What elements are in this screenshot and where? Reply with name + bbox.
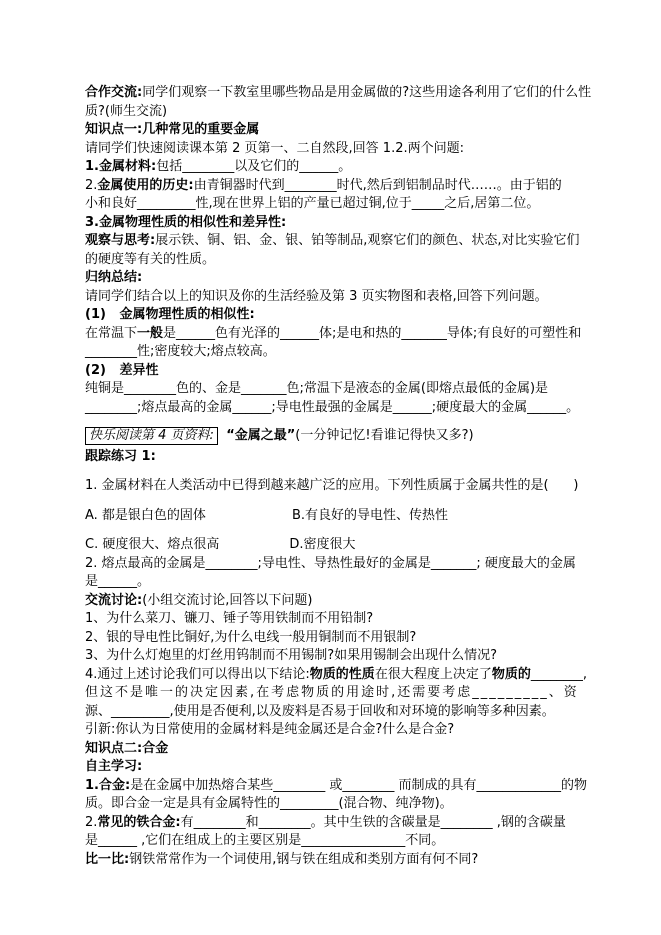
text-segment: 包括________以及它们的______。 — [156, 159, 352, 174]
doc-line — [85, 380, 590, 399]
doc-line — [85, 343, 590, 362]
text-segment: 一般 — [137, 325, 164, 341]
text-segment: 在很大程度上决定了 — [374, 666, 492, 682]
text-segment: ________;熔点最高的金属______;导电性最强的金属是______;硬度最大的金属______。 — [85, 399, 580, 415]
doc-line — [85, 177, 590, 196]
text-segment: 请同学们结合以上的知识及你的生活经验及第 3 页实物图和表格,回答下列问题。 — [85, 288, 548, 304]
text-segment: 物质的 — [491, 666, 531, 682]
text-segment: 跟踪练习 1: — [85, 448, 156, 464]
doc-line — [85, 814, 590, 833]
discussion-heading — [85, 592, 590, 611]
text-segment: (2) 差异性 — [85, 362, 159, 378]
text-segment: 质?(师生交流) — [85, 103, 168, 119]
boxed-note-label: 快乐阅读第 4 页资料: — [85, 427, 218, 445]
blank-line — [85, 525, 590, 536]
doc-line — [85, 362, 590, 381]
text-segment: 比一比: — [85, 851, 130, 867]
knowledge-point-1-heading — [85, 121, 590, 140]
doc-line — [85, 288, 590, 307]
choice-row-ab — [85, 507, 590, 526]
doc-line — [85, 703, 590, 722]
text-segment: 物质的性质 — [309, 666, 375, 682]
text-segment: 2、银的导电性比铜好,为什么电线一般用铜制而不用银制? — [85, 629, 417, 645]
practice-1-heading — [85, 448, 590, 467]
doc-line — [85, 629, 590, 648]
text-segment: 小和良好_________性,现在世界上铝的产量已超过铜,位于_____之后,居第二位。 — [85, 196, 540, 211]
doc-line — [85, 647, 590, 666]
text-segment: 的硬度等有关的性质。 — [85, 251, 216, 267]
document-body — [85, 84, 590, 869]
observe-think-label: 观察与思考: — [85, 233, 156, 248]
blank-line — [85, 466, 590, 477]
text-segment: ________, — [530, 666, 587, 682]
text-segment: 2. — [85, 814, 98, 830]
summary-heading — [85, 269, 590, 288]
text-segment: 3、为什么灯炮里的灯丝用钨制而不用锡制?如果用锡制会出现什么情况? — [85, 648, 498, 663]
text-segment: 3.金属物理性质的相似性和差异性: — [85, 214, 287, 230]
text-segment: 1.金属材料: — [85, 159, 157, 174]
text-segment: ________性;密度较大;熔点较高。 — [85, 344, 276, 359]
doc-line — [85, 140, 590, 159]
text-segment: (1) 金属物理性质的相似性: — [85, 307, 255, 322]
text-segment: D.密度很大 — [289, 537, 356, 552]
text-segment: 是在金属中加热熔合某些________ 或________ 而制成的具有_____________的物 — [130, 777, 587, 793]
doc-line — [85, 103, 590, 122]
doc-line — [85, 721, 590, 740]
doc-line — [85, 84, 590, 103]
doc-line — [85, 232, 590, 251]
text-segment: 1.合金: — [85, 777, 131, 793]
doc-line — [85, 325, 590, 344]
doc-line — [85, 666, 590, 685]
doc-line — [85, 399, 590, 418]
text-segment: 源、_________,使用是否便利,以及废料是否易于回收和对环境的影响等多种因素。 — [85, 703, 555, 719]
doc-line — [85, 158, 590, 177]
text-segment: 是______ ,它们在组成上的主要区别是________________不同。 — [85, 833, 445, 848]
text-segment: 1、为什么菜刀、镰刀、锤子等用铁制而不用铅制? — [85, 611, 374, 626]
doc-line — [85, 195, 590, 214]
text-segment: A. 都是银白色的固体 — [85, 507, 206, 523]
doc-line — [85, 777, 590, 796]
text-segment: 2. — [85, 177, 98, 193]
choice-row-cd — [85, 536, 590, 555]
text-segment: 质。即合金一定是具有金属特性的_________(混合物、纯净物)。 — [85, 796, 453, 811]
text-segment: 交流讨论: — [85, 592, 143, 608]
doc-line — [85, 251, 590, 270]
column-gap — [206, 518, 292, 519]
text-segment: 在常温下 — [85, 325, 138, 341]
column-gap — [219, 547, 289, 548]
text-segment: 4.通过上述讨论我们可以得出以下结论: — [85, 666, 310, 682]
text-segment — [218, 428, 226, 443]
text-segment: 1. 金属材料在人类活动中已得到越来越广泛的应用。下列性质属于金属共性的是( ) — [85, 478, 579, 493]
text-segment: 但这不是唯一的决定因素,在考虑物质的用途时,还需要考虑_________、资 — [85, 685, 579, 700]
text-segment: 常见的铁合金: — [97, 814, 181, 830]
text-segment: 展示铁、铜、铝、金、银、铂等制品,观察它们的颜色、状态,对比实验它们 — [155, 233, 580, 248]
text-segment: 同学们观察一下教室里哪些物品是用金属做的?这些用途各利用了它们的什么性 — [142, 85, 592, 100]
compare-heading — [85, 851, 590, 870]
text-segment: (小组交流讨论,回答以下问题) — [142, 592, 313, 608]
doc-line — [85, 795, 590, 814]
text-segment: 知识点一:几种常见的重要金属 — [85, 122, 260, 137]
section-3-heading — [85, 214, 590, 233]
cooperate-exchange-label: 合作交流: — [85, 85, 143, 100]
text-segment: 有________和________。其中生铁的含碳量是________ ,钢的含碳量 — [180, 814, 566, 830]
text-segment: 自主学习: — [85, 759, 143, 774]
doc-line — [85, 832, 590, 851]
knowledge-point-2-heading — [85, 740, 590, 759]
text-segment: C. 硬度很大、熔点很高 — [85, 537, 220, 552]
text-segment: “金属之最” — [226, 428, 296, 443]
doc-line — [85, 306, 590, 325]
text-segment: 是______。 — [85, 574, 151, 589]
text-segment: 你认为日常使用的金属材料是纯金属还是合金?什么是合金? — [115, 722, 455, 737]
doc-line — [85, 684, 590, 703]
text-segment: 知识点二:合金 — [85, 740, 169, 756]
text-segment: B.有良好的导电性、传热性 — [291, 507, 448, 523]
reading-note-line — [85, 427, 590, 446]
text-segment: 钢铁常常作为一个词使用,钢与铁在组成和类别方面有何不同? — [129, 851, 479, 867]
doc-line — [85, 610, 590, 629]
text-segment: 是______色有光泽的______体;是电和热的_______导体;有良好的可塑性和 — [163, 325, 582, 341]
doc-line — [85, 477, 590, 496]
text-segment: 请同学们快速阅读课本第 2 页第一、二自然段,回答 1.2.两个问题: — [85, 140, 464, 156]
text-segment: 归纳总结: — [85, 270, 143, 285]
text-segment: 金属使用的历史: — [97, 177, 194, 193]
text-segment: 由青铜器时代到________时代,然后到铝制品时代……。由于铝的 — [193, 177, 562, 193]
doc-line — [85, 555, 590, 574]
text-segment: 纯铜是________色的、金是_______色;常温下是液态的金属(即熔点最低的金属)是 — [85, 381, 549, 396]
blank-line — [85, 496, 590, 507]
doc-line — [85, 573, 590, 592]
text-segment: (一分钟记忆!看谁记得快又多?) — [295, 428, 474, 443]
text-segment: 2. 熔点最高的金属是________;导电性、导热性最好的金属是_______; 硬度最大的金属 — [85, 555, 576, 571]
lead-in-label: 引新: — [85, 722, 116, 737]
self-study-heading — [85, 758, 590, 777]
